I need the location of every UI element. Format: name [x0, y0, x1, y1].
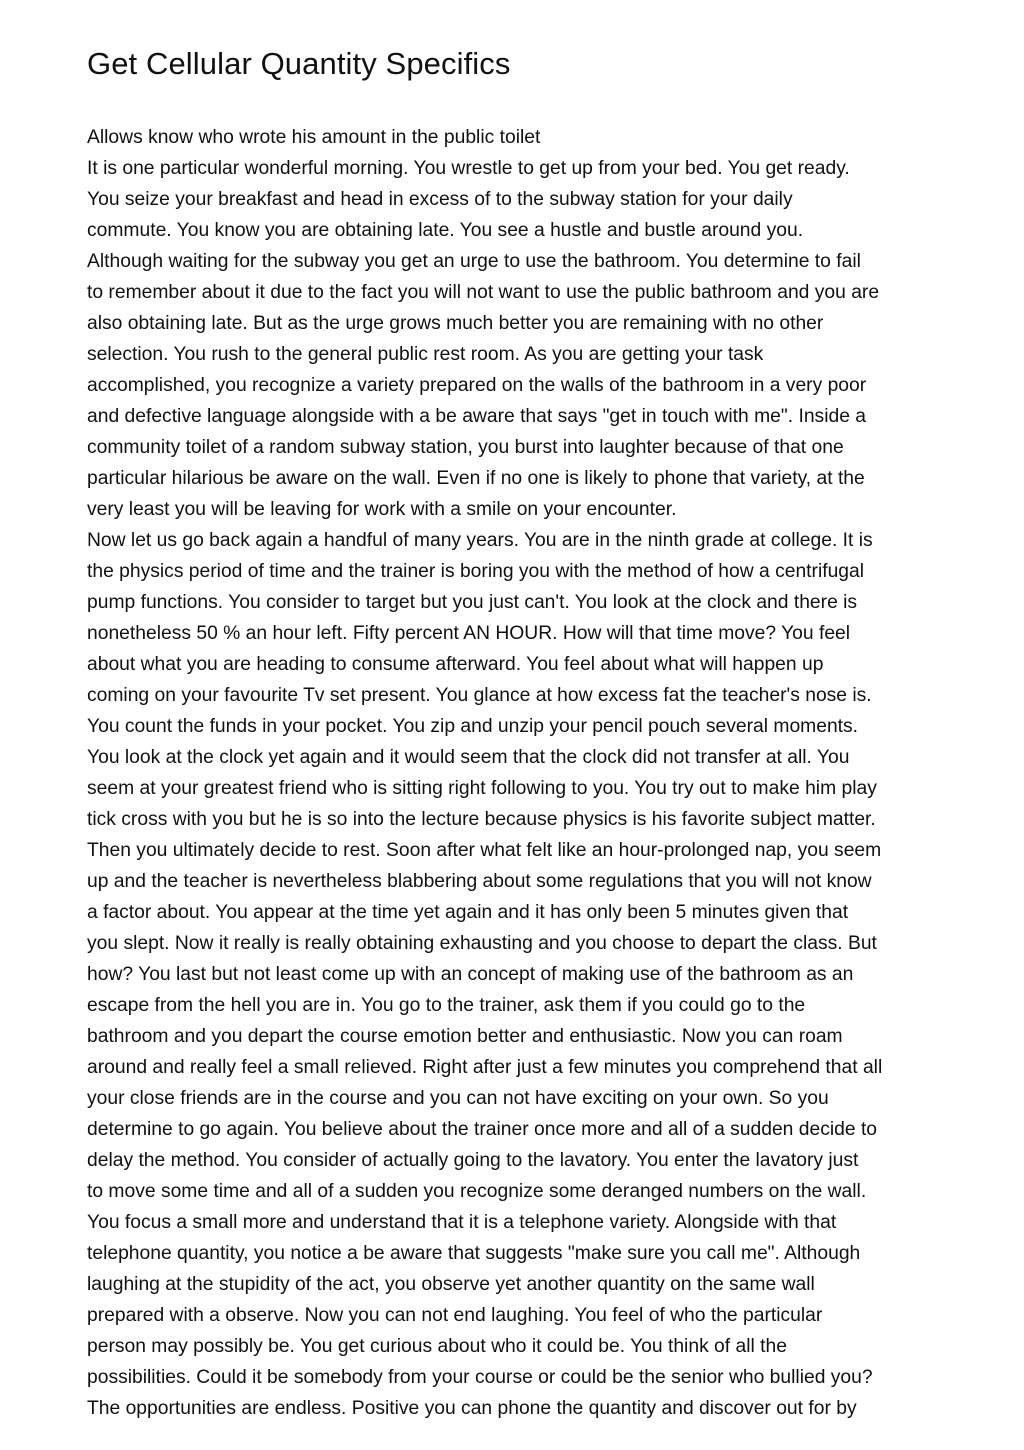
text-line: your close friends are in the course and you can not have exciting on your own. So you: [87, 1088, 829, 1109]
text-line: bathroom and you depart the course emotion better and enthusiastic. Now you can roam: [87, 1026, 843, 1047]
text-line: nonetheless 50 % an hour left. Fifty percent AN HOUR. How will that time move? You feel: [87, 623, 851, 644]
text-line: community toilet of a random subway station, you burst into laughter because of that one: [87, 437, 844, 458]
document-subheading: Allows know who wrote his amount in the public toilet: [87, 127, 541, 148]
text-line: determine to go again. You believe about the trainer once more and all of a sudden decide to: [87, 1119, 878, 1140]
text-line: to remember about it due to the fact you will not want to use the public bathroom and you are: [87, 282, 880, 303]
paragraph-lines: [87, 153, 947, 1424]
text-line: possibilities. Could it be somebody from your course or could be the senior who bullied you?: [87, 1367, 873, 1388]
document-page: [87, 40, 947, 1424]
text-line: You look at the clock yet again and it would seem that the clock did not transfer at all. You: [87, 747, 850, 768]
text-line: about what you are heading to consume afterward. You feel about what will happen up: [87, 654, 824, 675]
text-line: You focus a small more and understand that it is a telephone variety. Alongside with that: [87, 1212, 837, 1233]
text-line: The opportunities are endless. Positive you can phone the quantity and discover out for by: [87, 1398, 857, 1419]
text-line: escape from the hell you are in. You go to the trainer, ask them if you could go to the: [87, 995, 806, 1016]
text-line: and defective language alongside with a be aware that says "get in touch with me". Inside a: [87, 406, 866, 427]
text-line: the physics period of time and the trainer is boring you with the method of how a centrifugal: [87, 561, 865, 582]
document-body: [87, 122, 947, 1424]
text-line: laughing at the stupidity of the act, you observe yet another quantity on the same wall: [87, 1274, 815, 1295]
text-line: It is one particular wonderful morning. You wrestle to get up from your bed. You get ready.: [87, 158, 850, 179]
text-line: You seize your breakfast and head in excess of to the subway station for your daily: [87, 189, 793, 210]
document-title: Get Cellular Quantity Specifics: [87, 46, 511, 81]
text-line: Then you ultimately decide to rest. Soon after what felt like an hour-prolonged nap, you seem: [87, 840, 882, 861]
text-line: commute. You know you are obtaining late. You see a hustle and bustle around you.: [87, 220, 804, 241]
text-line: Although waiting for the subway you get an urge to use the bathroom. You determine to fail: [87, 251, 861, 272]
text-line: seem at your greatest friend who is sitting right following to you. You try out to make him play: [87, 778, 877, 799]
text-line: prepared with a observe. Now you can not end laughing. You feel of who the particular: [87, 1305, 823, 1326]
text-line: telephone quantity, you notice a be aware that suggests "make sure you call me". Although: [87, 1243, 861, 1264]
text-line: coming on your favourite Tv set present. You glance at how excess fat the teacher's nose is.: [87, 685, 872, 706]
text-line: particular hilarious be aware on the wall. Even if no one is likely to phone that variety, at the: [87, 468, 865, 489]
text-line: person may possibly be. You get curious about who it could be. You think of all the: [87, 1336, 787, 1357]
text-line: around and really feel a small relieved. Right after just a few minutes you comprehend that all: [87, 1057, 883, 1078]
text-line: pump functions. You consider to target but you just can't. You look at the clock and there is: [87, 592, 858, 613]
text-line: selection. You rush to the general public rest room. As you are getting your task: [87, 344, 764, 365]
text-line: You count the funds in your pocket. You zip and unzip your pencil pouch several moments.: [87, 716, 859, 737]
text-line: tick cross with you but he is so into the lecture because physics is his favorite subject matter.: [87, 809, 876, 830]
text-line: a factor about. You appear at the time yet again and it has only been 5 minutes given that: [87, 902, 849, 923]
text-line: to move some time and all of a sudden you recognize some deranged numbers on the wall.: [87, 1181, 867, 1202]
text-line: how? You last but not least come up with an concept of making use of the bathroom as an: [87, 964, 854, 985]
text-line: you slept. Now it really is really obtaining exhausting and you choose to depart the class. But: [87, 933, 877, 954]
text-line: very least you will be leaving for work with a smile on your encounter.: [87, 499, 677, 520]
text-line: accomplished, you recognize a variety prepared on the walls of the bathroom in a very poor: [87, 375, 867, 396]
text-line: also obtaining late. But as the urge grows much better you are remaining with no other: [87, 313, 824, 334]
text-line: Now let us go back again a handful of many years. You are in the ninth grade at college. It is: [87, 530, 873, 551]
text-line: delay the method. You consider of actually going to the lavatory. You enter the lavatory just: [87, 1150, 859, 1171]
text-line: up and the teacher is nevertheless blabbering about some regulations that you will not know: [87, 871, 872, 892]
